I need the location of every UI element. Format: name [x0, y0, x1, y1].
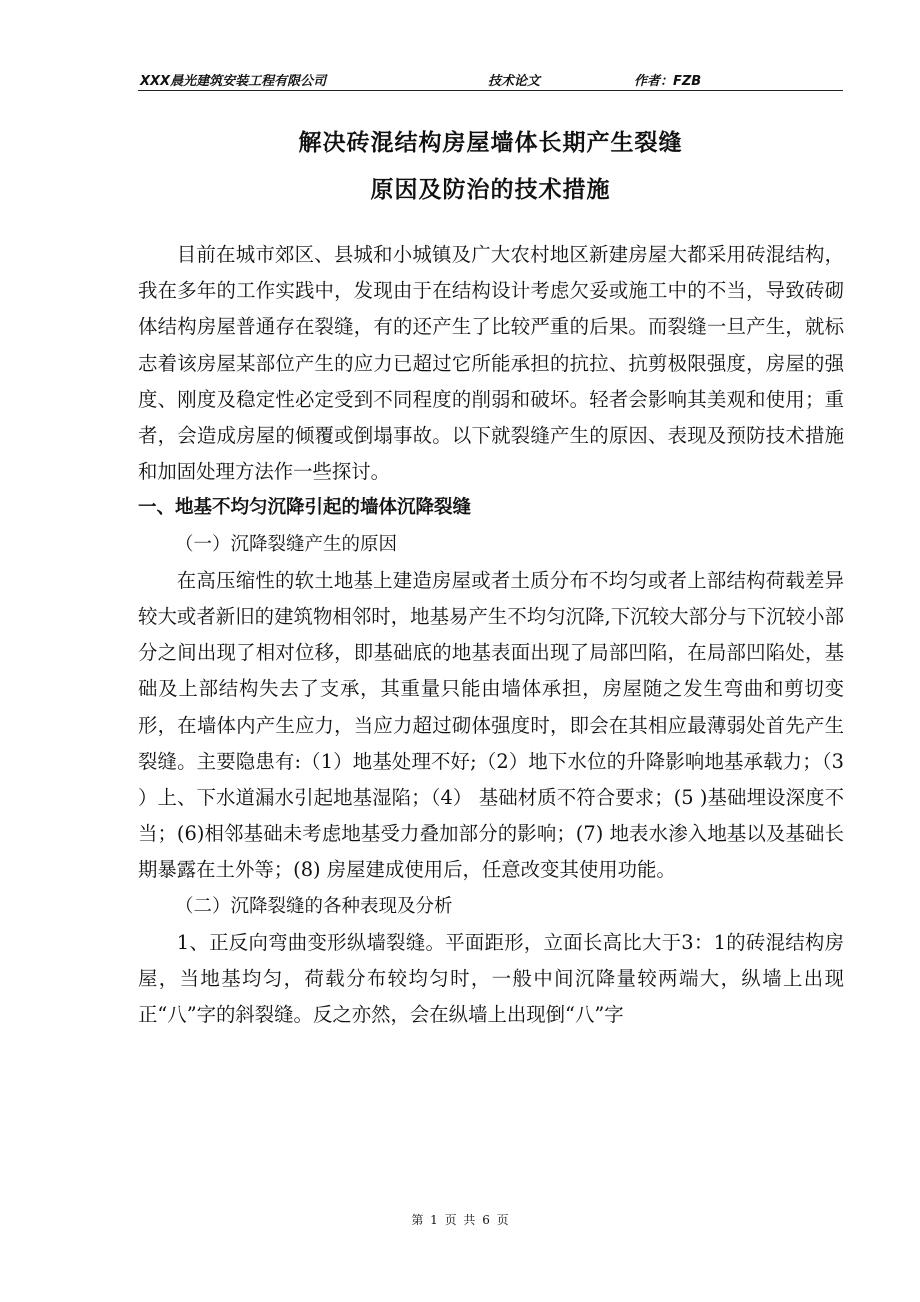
header-author: 作者：FZB	[634, 74, 702, 89]
document-body	[138, 237, 844, 1033]
section-heading-1: 一、地基不均匀沉降引起的墙体沉降裂缝	[138, 497, 472, 519]
item-1-paragraph: 1、正反向弯曲变形纵墙裂缝。平面距形，立面长高比大于3：1的砖混结构房屋，当地基均匀，荷载分布较均匀时，一般中间沉降量较两端大，纵墙上出现正“八”字的斜裂缝。反之亦然，会在纵墙上出现倒“八”字	[138, 930, 844, 1027]
header-doc-type: 技术论文	[488, 74, 541, 89]
subsection-heading-1: （一）沉降裂缝产生的原因	[175, 533, 398, 555]
page-header	[138, 66, 843, 91]
subsection-heading-2: （二）沉降裂缝的各种表现及分析	[175, 895, 453, 917]
header-company: XXX晨光建筑安装工程有限公司	[140, 74, 327, 89]
page-footer: 第 1 页 共 6 页	[411, 1213, 509, 1227]
title-line-2: 原因及防治的技术措施	[370, 177, 611, 203]
intro-paragraph: 目前在城市郊区、县城和小城镇及广大农村地区新建房屋大都采用砖混结构，我在多年的工作实践中，发现由于在结构设计考虑欠妥或施工中的不当，导致砖砌体结构房屋普通存在裂缝，有的还产生了比较严重的后果。而裂缝一旦产生，就标志着该房屋某部位产生的应力已超过它所能承担的抗拉、抗剪极限强度，房屋的强度、刚度及稳定性必定受到不同程度的削弱和破坏。轻者会影响其美观和使用；重者，会造成房屋的倾覆或倒塌事故。以下就裂缝产生的原因、表现及预防技术措施和加固处理方法作一些探讨。	[138, 243, 844, 484]
subsection-1-paragraph: 在高压缩性的软土地基上建造房屋或者土质分布不均匀或者上部结构荷载差异较大或者新旧的建筑物相邻时，地基易产生不均匀沉降,下沉较大部分与下沉较小部分之间出现了相对位移，即基础底的地基表面出现了局部凹陷，在局部凹陷处，基础及上部结构失去了支承，其重量只能由墙体承担，房屋随之发生弯曲和剪切变形，在墙体内产生应力，当应力超过砌体强度时，即会在其相应最薄弱处首先产生裂缝。主要隐患有:（1）地基处理不好;（2）地下水位的升降影响地基承载力；（3 ）上、下水道漏水引起地基湿陷；（4） 基础材质不符合要求；(5 )基础埋设深度不当；(6)相邻基础未考虑地基受力叠加部分的影响；(7) 地表水渗入地基以及基础长期暴露在土外等；(8) 房屋建成使用后，任意改变其使用功能。	[138, 568, 844, 882]
title-line-1: 解决砖混结构房屋墙体长期产生裂缝	[298, 130, 683, 156]
